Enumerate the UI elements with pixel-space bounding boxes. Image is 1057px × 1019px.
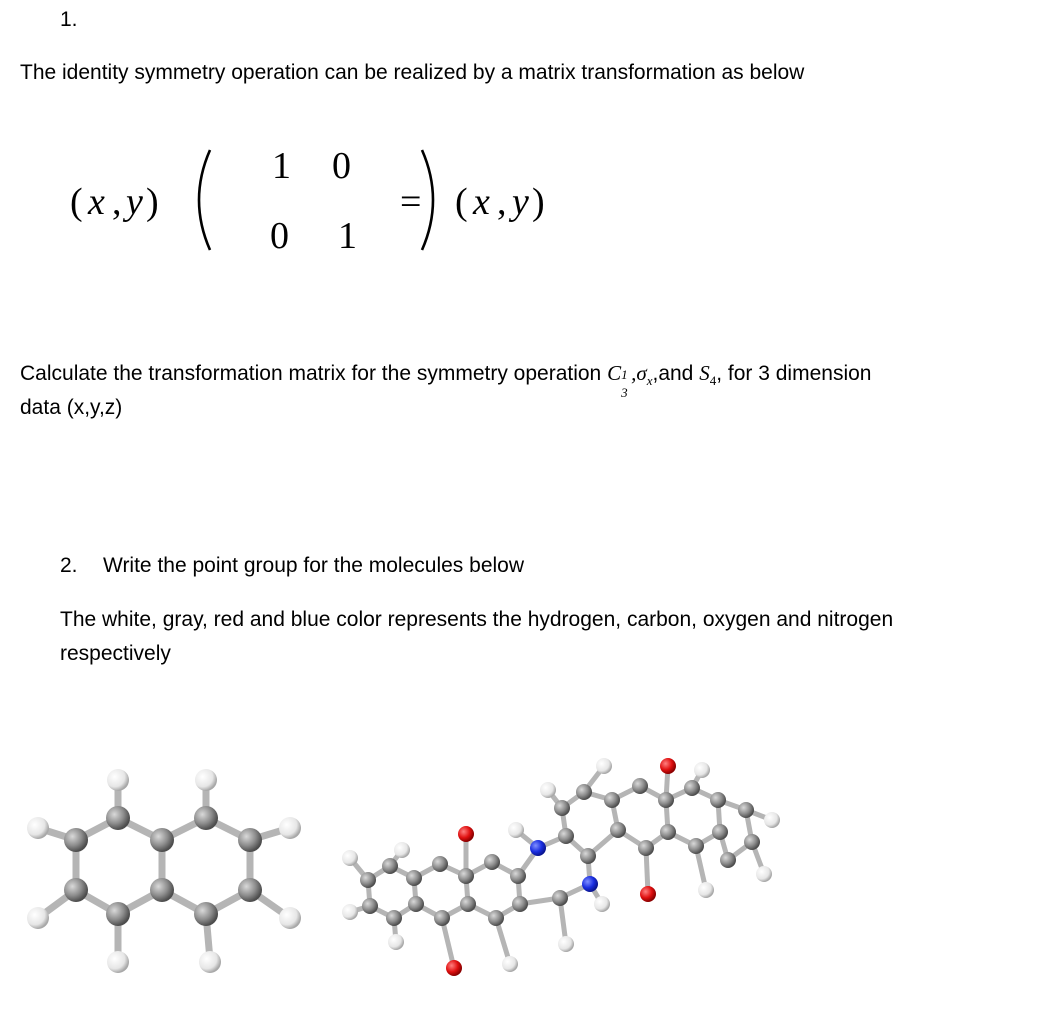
identity-equation	[60, 130, 660, 270]
op-c3: C 1 3	[607, 361, 628, 400]
rhs-close-paren: )	[532, 181, 545, 223]
naphthalene-molecule	[27, 769, 301, 973]
color-legend-line2: respectively	[60, 642, 171, 665]
matrix-m12: 0	[332, 145, 351, 187]
op-sigma-x: $\sigma_x$	[636, 361, 653, 389]
matrix-m11: 1	[272, 145, 291, 187]
color-legend-line1: The white, gray, red and blue color represents the hydrogen, carbon, oxygen and nitrogen	[60, 608, 894, 631]
matrix-m21: 0	[270, 215, 289, 257]
matrix-left-bracket	[199, 150, 210, 250]
matrix-right-bracket	[422, 150, 433, 250]
question-2-title: Write the point group for the molecules below	[103, 554, 525, 577]
task-suffix: for 3 dimension	[722, 362, 872, 385]
task-prefix: Calculate the transformation matrix for the symmetry operation	[20, 362, 608, 385]
matrix-m22: 1	[338, 215, 357, 257]
rhs-x: x	[473, 181, 490, 223]
lhs-comma: ,	[112, 181, 122, 223]
lhs-open-paren: (	[70, 181, 83, 223]
question-1-task: Calculate the transformation matrix for the symmetry operation C 1 3 $,\sigma_x,and$ $S_4$, for 3 dimension	[20, 361, 872, 400]
rhs-comma: ,	[497, 181, 507, 223]
equals-sign: =	[400, 181, 422, 223]
lhs-y: y	[126, 181, 143, 223]
question-2-number: 2.	[60, 554, 78, 577]
molecule-figures	[0, 740, 1057, 1019]
question-1-intro: The identity symmetry operation can be realized by a matrix transformation as below	[20, 61, 805, 84]
rhs-y: y	[512, 181, 529, 223]
and-word: and	[658, 362, 694, 385]
lhs-x: x	[88, 181, 105, 223]
question-1-task-line2: data (x,y,z)	[20, 396, 123, 419]
question-1-number: 1.	[60, 8, 78, 31]
lhs-close-paren: )	[146, 181, 159, 223]
op-s4: $S_4$	[699, 361, 717, 389]
rhs-open-paren: (	[455, 181, 468, 223]
polycyclic-molecule	[342, 758, 780, 976]
